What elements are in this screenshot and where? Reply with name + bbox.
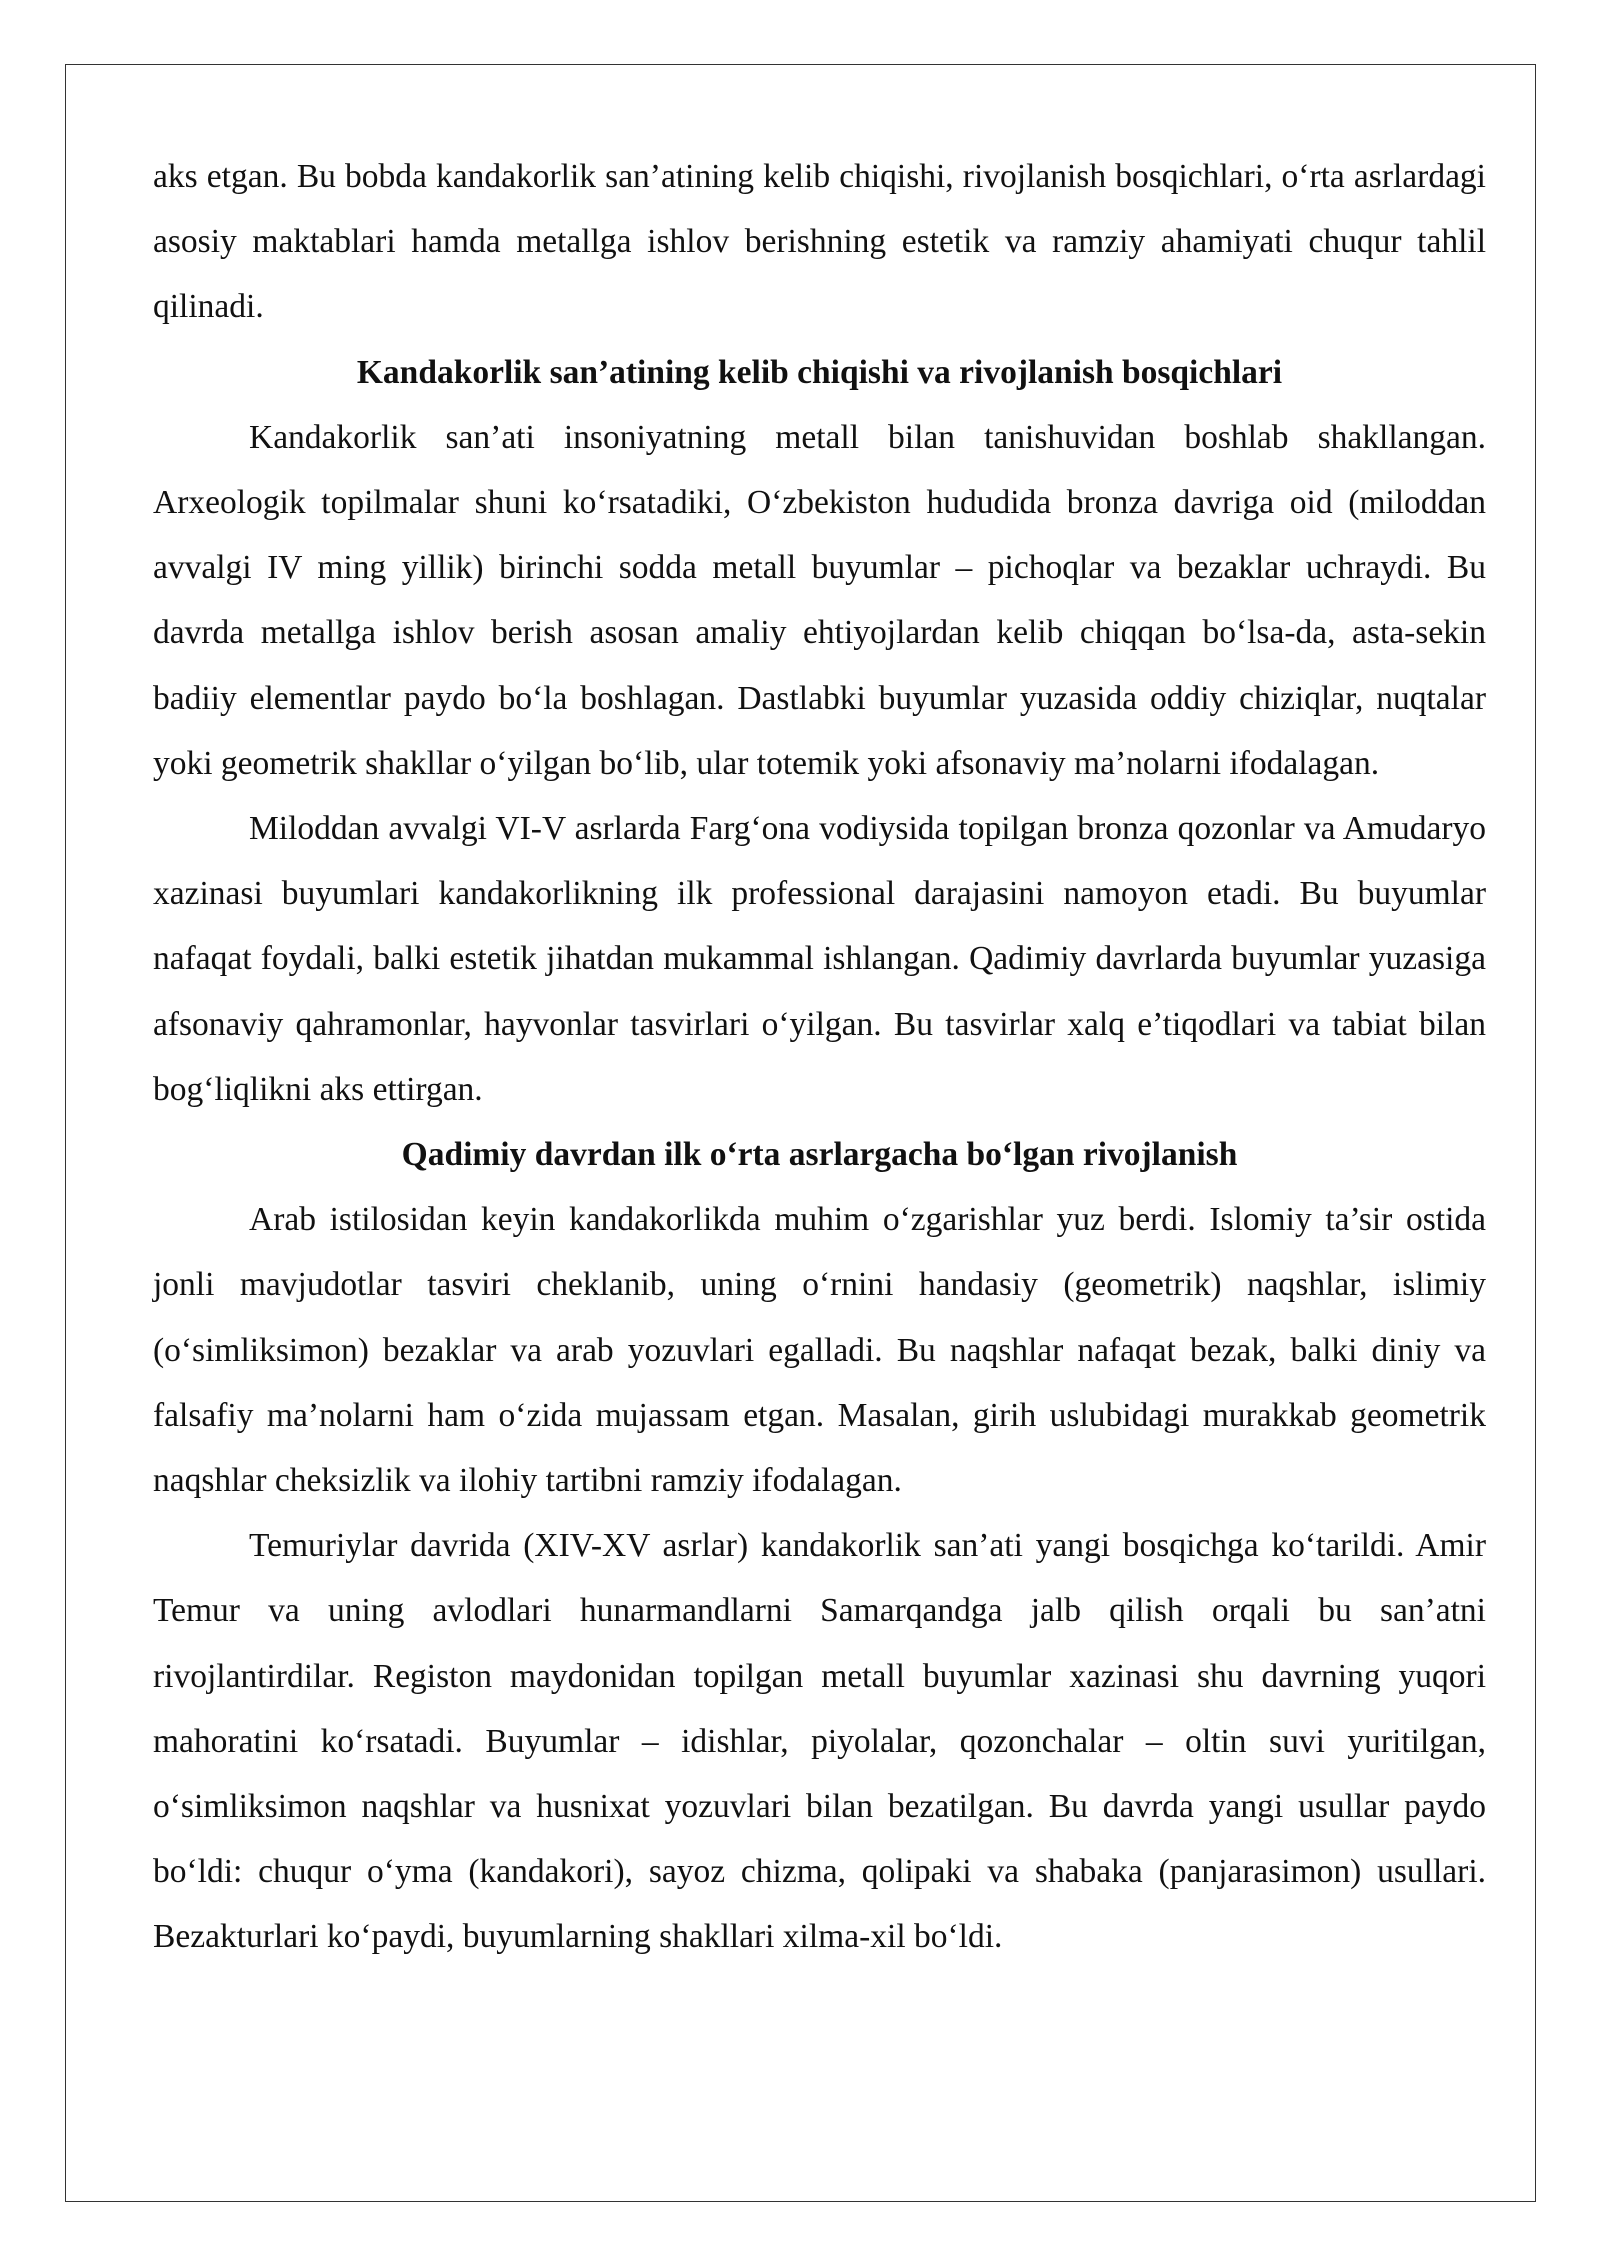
section-heading-early-medieval: Qadimiy davrdan ilk o‘rta asrlargacha bo‘lgan rivojlanish — [401, 1136, 1238, 1174]
document-body — [153, 144, 1486, 1970]
section-heading-origins: Kandakorlik san’atining kelib chiqishi va rivojlanish bosqichlari — [356, 353, 1283, 391]
body-paragraph: Kandakorlik san’ati insoniyatning metall bilan tanishuvidan boshlab shakllangan. Arxeologik topilmalar shuni ko‘rsatadiki, O‘zbekiston hududida bronza davriga oid (miloddan avvalgi IV ming yillik) birinchi sodda metall buyumlar – pichoqlar va bezaklar uchraydi. Bu davrda metallga ishlov berish asosan amaliy ehtiyojlardan kelib chiqqan bo‘lsa-da, asta-sekin badiiy elementlar paydo bo‘la boshlagan. Dastlabki buyumlar yuzasida oddiy chiziqlar, nuqtalar yoki geometrik shakllar o‘yilgan bo‘lib, ular totemik yoki afsonaviy ma’nolarni ifodalagan. — [153, 418, 1486, 782]
body-paragraph: Temuriylar davrida (XIV-XV asrlar) kandakorlik san’ati yangi bosqichga ko‘tarildi. Amir Temur va uning avlodlari hunarmandlarni Samarqandga jalb qilish orqali bu san’atni rivojlantirdilar. Registon maydonidan topilgan metall buyumlar xazinasi shu davrning yuqori mahoratini ko‘rsatadi. Buyumlar – idishlar, piyolalar, qozonchalar – oltin suvi yuritilgan, o‘simliksimon naqshlar va husnixat yozuvlari bilan bezatilgan. Bu davrda yangi usullar paydo bo‘ldi: chuqur o‘yma (kandakori), sayoz chizma, qolipaki va shabaka (panjarasimon) usullari. Bezakturlari ko‘paydi, buyumlarning shakllari xilma-xil bo‘ldi. — [153, 1527, 1486, 1956]
body-paragraph: Miloddan avvalgi VI-V asrlarda Farg‘ona vodiysida topilgan bronza qozonlar va Amudaryo xazinasi buyumlari kandakorlikning ilk professional darajasini namoyon etadi. Bu buyumlar nafaqat foydali, balki estetik jihatdan mukammal ishlangan. Qadimiy davrlarda buyumlar yuzasiga afsonaviy qahramonlar, hayvonlar tasvirlari o‘yilgan. Bu tasvirlar xalq e’tiqodlari va tabiat bilan bog‘liqlikni aks ettirgan. — [153, 810, 1486, 1108]
body-paragraph: Arab istilosidan keyin kandakorlikda muhim o‘zgarishlar yuz berdi. Islomiy ta’sir ostida jonli mavjudotlar tasviri cheklanib, uning o‘rnini handasiy (geometrik) naqshlar, islimiy (o‘simliksimon) bezaklar va arab yozuvlari egalladi. Bu naqshlar nafaqat bezak, balki diniy va falsafiy ma’nolarni ham o‘zida mujassam etgan. Masalan, girih uslubidagi murakkab geometrik naqshlar cheksizlik va ilohiy tartibni ramziy ifodalagan. — [153, 1201, 1486, 1500]
intro-paragraph: aks etgan. Bu bobda kandakorlik san’atining kelib chiqishi, rivojlanish bosqichlari, o‘rta asrlardagi asosiy maktablari hamda metallga ishlov berishning estetik va ramziy ahamiyati chuqur tahlil qilinadi. — [153, 158, 1486, 326]
